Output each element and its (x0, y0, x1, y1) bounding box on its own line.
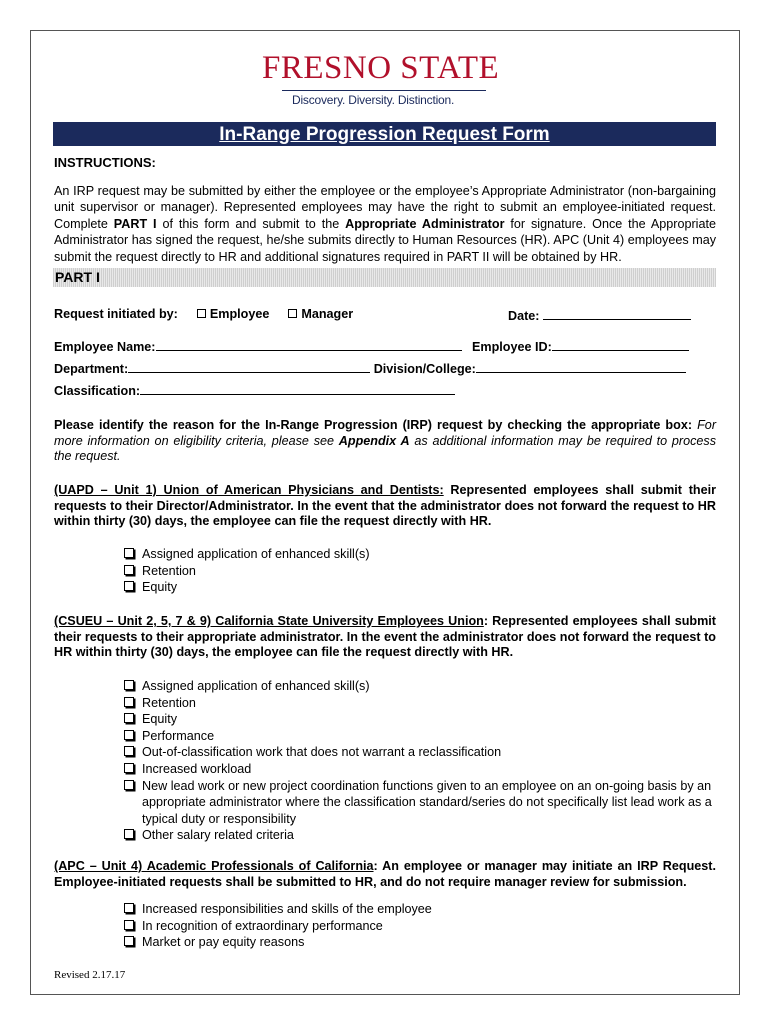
uapd-checklist (124, 546, 712, 596)
csueu-item-label: Performance (142, 728, 215, 743)
division-label: Division/College: (373, 362, 476, 376)
csueu-item-label: Assigned application of enhanced skill(s) (142, 679, 370, 693)
employee-option-label: Employee (209, 307, 270, 321)
employee-name-label: Employee Name: (54, 340, 156, 354)
department-field[interactable] (128, 360, 370, 373)
employee-id-row (472, 338, 689, 354)
logo-wordmark: FRESNO STATE (262, 50, 500, 86)
apc-item-label: Market or pay equity reasons (142, 935, 305, 950)
part-i-heading: PART I (55, 269, 100, 285)
csueu-item-label: Other salary related criteria (142, 828, 294, 843)
classification-field[interactable] (140, 382, 455, 395)
checkbox[interactable] (124, 581, 134, 591)
csueu-item-label: Equity (142, 712, 178, 727)
checkbox[interactable] (124, 680, 134, 690)
uapd-section (54, 483, 716, 530)
csueu-item (124, 827, 712, 844)
reason-italic-text-2: as additional information may be required to process the request. (54, 433, 716, 464)
request-initiated-row (54, 307, 353, 321)
csueu-checklist (124, 678, 712, 844)
instructions-heading: INSTRUCTIONS: (54, 155, 156, 170)
csueu-item-label: New lead work or new project coordination functions given to an employee on an on-going basis by an appropriate administrator where the classification standard/series do not specifically list lead work as a typical duty or responsibility (142, 778, 712, 826)
revision-note: Revised 2.17.17 (54, 969, 126, 981)
instructions-paragraph (54, 183, 716, 265)
checkbox[interactable] (124, 920, 134, 930)
date-field[interactable] (543, 307, 691, 320)
logo-rule (282, 90, 486, 91)
checkbox[interactable] (124, 697, 134, 707)
employee-id-field[interactable] (552, 338, 689, 351)
fresno-state-logo (262, 50, 500, 107)
csueu-title: (CSUEU – Unit 2, 5, 7 & 9) California State University Employees Union (54, 614, 484, 628)
part-i-bar (53, 268, 716, 287)
manager-checkbox[interactable] (288, 309, 297, 318)
apc-item-label: In recognition of extraordinary performance (142, 918, 383, 933)
csueu-item-label: Retention (142, 695, 196, 710)
reason-italic-text-1: For more information on eligibility criteria, please see (54, 418, 717, 448)
logo-tagline: Discovery. Diversity. Distinction. (292, 93, 455, 107)
uapd-item-label: Equity (142, 580, 178, 595)
apc-item (124, 934, 712, 951)
instructions-text-1: An IRP request may be submitted by either the employee or the employee’s Appropriate Administrator (non-bargaining unit supervisor or manager). Represented employees may have the right to submit an employee-initiated request. Complete (54, 184, 716, 231)
apc-title: (APC – Unit 4) Academic Professionals of California (54, 859, 374, 873)
apc-item-label: Increased responsibilities and skills of the employee (142, 902, 432, 916)
uapd-text: Represented employees shall submit their requests to their Director/Administrator. In the event that the administrator does not forward the request to HR within thirty (30) days, the employee can file the request directly with HR. (54, 483, 716, 529)
checkbox[interactable] (124, 763, 134, 773)
form-title: In-Range Progression Request Form (219, 124, 550, 145)
apc-section (54, 859, 716, 890)
reason-instructions (54, 418, 716, 465)
instructions-text-3: for signature. Once the Appropriate Administrator has signed the request, he/she submits directly to Human Resources (HR). APC (Unit 4) employees may submit the request directly to HR and additional signatures required in PART II will be obtained by HR. (54, 216, 716, 264)
request-initiated-label: Request initiated by: (54, 307, 178, 321)
checkbox[interactable] (124, 565, 134, 575)
uapd-item (124, 546, 712, 563)
division-field[interactable] (476, 360, 686, 373)
apc-checklist (124, 901, 712, 951)
instructions-appropriate-admin: Appropriate Administrator (345, 216, 505, 231)
uapd-title: (UAPD – Unit 1) Union of American Physicians and Dentists: (54, 483, 444, 497)
csueu-item (124, 728, 712, 745)
date-row (508, 307, 691, 323)
csueu-item (124, 711, 712, 728)
uapd-item-label: Assigned application of enhanced skill(s) (142, 547, 370, 561)
checkbox[interactable] (124, 903, 134, 913)
checkbox[interactable] (124, 936, 134, 946)
employee-name-row (54, 338, 462, 354)
department-row (54, 360, 686, 376)
csueu-item-label: Increased workload (142, 761, 252, 776)
uapd-item (124, 563, 712, 580)
classification-row (54, 382, 455, 398)
employee-name-field[interactable] (156, 338, 462, 351)
uapd-item-label: Retention (142, 563, 196, 578)
csueu-item (124, 761, 712, 778)
csueu-item (124, 695, 712, 712)
apc-text: : An employee or manager may initiate an IRP Request. Employee-initiated requests shall be submitted to HR, and do not require manager review for submission. (54, 859, 716, 889)
instructions-part-i: PART I (113, 216, 157, 231)
employee-id-label: Employee ID: (472, 340, 552, 354)
employee-checkbox[interactable] (197, 309, 206, 318)
reason-bold-text: Please identify the reason for the In-Range Progression (IRP) request by checking the appropriate box: (54, 418, 693, 432)
checkbox[interactable] (124, 746, 134, 756)
csueu-item-label: Out-of-classification work that does not warrant a reclassification (142, 745, 502, 760)
csueu-text: : Represented employees shall submit their requests to their appropriate administrator. In the event the administrator does not forward the request to HR within thirty (30) days, the employee can file the request directly with HR. (54, 614, 716, 660)
checkbox[interactable] (124, 730, 134, 740)
csueu-section (54, 614, 716, 661)
checkbox[interactable] (124, 713, 134, 723)
classification-label: Classification: (54, 384, 141, 398)
instructions-text-2: of this form and submit to the (156, 216, 346, 231)
date-label: Date: (508, 309, 540, 323)
csueu-item (124, 744, 712, 761)
manager-option-label: Manager (301, 307, 354, 321)
csueu-item (124, 678, 712, 695)
uapd-item (124, 579, 712, 596)
reason-appendix-link: Appendix A (338, 433, 410, 448)
checkbox[interactable] (124, 548, 134, 558)
checkbox[interactable] (124, 829, 134, 839)
checkbox[interactable] (124, 780, 134, 790)
apc-item (124, 901, 712, 918)
department-label: Department: (54, 362, 129, 376)
csueu-item (124, 778, 712, 828)
apc-item (124, 918, 712, 935)
